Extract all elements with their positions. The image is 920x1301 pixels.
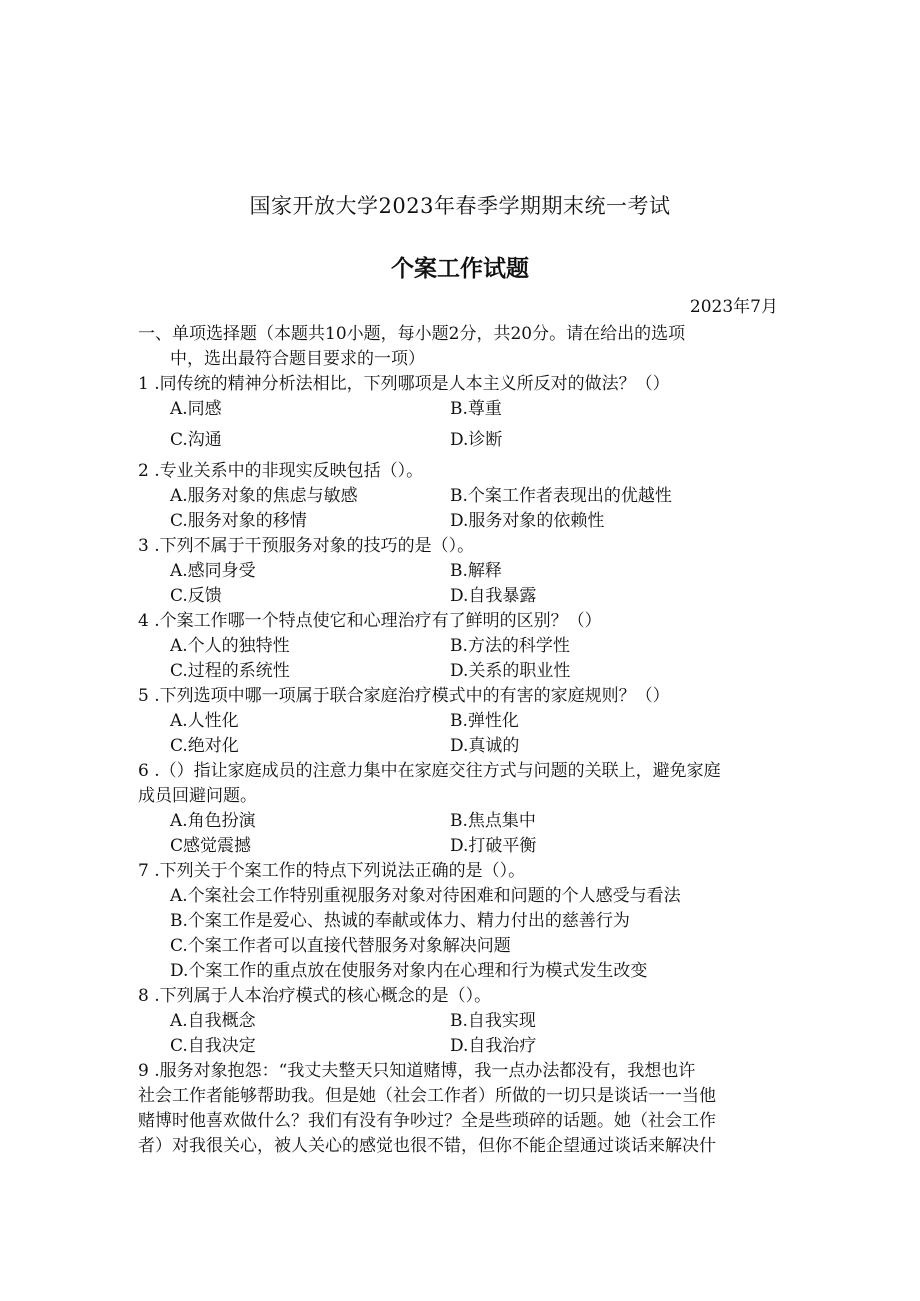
option-row xyxy=(138,634,778,659)
option-row xyxy=(138,934,778,959)
option: A.同感 xyxy=(170,399,222,419)
option: B.个案工作是爱心、热诚的奉献或体力、精力付出的慈善行为 xyxy=(170,911,630,931)
option-row xyxy=(138,734,778,759)
option: D.关系的职业性 xyxy=(450,661,571,681)
question-stem: 1 .同传统的精神分析法相比，下列哪项是人本主义所反对的做法？（） xyxy=(138,374,670,394)
question-stem-continued: 赌博时他喜欢做什么？我们有没有争吵过？全是些琐碎的话题。她（社会工作 xyxy=(138,1111,716,1131)
question-section xyxy=(138,322,778,1159)
option-row xyxy=(138,959,778,984)
option-row xyxy=(138,709,778,734)
question-stem: 2 .专业关系中的非现实反映包括（）。 xyxy=(138,461,424,481)
option-row xyxy=(138,559,778,584)
option: D.个案工作的重点放在使服务对象内在心理和行为模式发生改变 xyxy=(170,961,648,981)
option-row xyxy=(138,484,778,509)
option: B.解释 xyxy=(450,561,502,581)
question-stem: 3 .下列不属于干预服务对象的技巧的是（）。 xyxy=(138,536,475,556)
option: A.角色扮演 xyxy=(170,811,256,831)
option: D.诊断 xyxy=(450,430,503,450)
option: B.方法的科学性 xyxy=(450,636,570,656)
option: D.自我暴露 xyxy=(450,586,537,606)
option: C.个案工作者可以直接代替服务对象解决问题 xyxy=(170,936,511,956)
option: A.个案社会工作特别重视服务对象对待困难和问题的个人感受与看法 xyxy=(170,886,681,906)
question-stem: 5 .下列选项中哪一项属于联合家庭治疗模式中的有害的家庭规则？（） xyxy=(138,686,670,706)
option: A.人性化 xyxy=(170,711,239,731)
question-stem: 7 .下列关于个案工作的特点下列说法正确的是（）。 xyxy=(138,861,526,881)
option: C.沟通 xyxy=(170,430,222,450)
option-row xyxy=(138,509,778,534)
option: D.自我治疗 xyxy=(450,1036,537,1056)
option-row xyxy=(138,1034,778,1059)
option-row xyxy=(138,884,778,909)
exam-title: 国家开放大学2023年春季学期期末统一考试 xyxy=(249,194,671,218)
option: B.个案工作者表现出的优越性 xyxy=(450,486,672,506)
option: A.自我概念 xyxy=(170,1011,256,1031)
option: B.弹性化 xyxy=(450,711,519,731)
section-title-line2: 中，选出最符合题目要求的一项） xyxy=(170,349,425,369)
question-stem-continued: 者）对我很关心，被人关心的感觉也很不错，但你不能企望通过谈话来解决什 xyxy=(138,1136,716,1156)
option: D.服务对象的依赖性 xyxy=(450,511,605,531)
option: D.打破平衡 xyxy=(450,836,537,856)
option-row xyxy=(138,659,778,684)
question-stem: 4 .个案工作哪一个特点使它和心理治疗有了鲜明的区别？（） xyxy=(138,611,602,631)
option: B.自我实现 xyxy=(450,1011,536,1031)
option-row xyxy=(138,909,778,934)
option: C.反馈 xyxy=(170,586,222,606)
question-stem: 9 .服务对象抱怨：“我丈夫整天只知道赌博，我一点办法都没有，我想也许 xyxy=(138,1061,696,1081)
option-row xyxy=(138,584,778,609)
option: D.真诚的 xyxy=(450,736,520,756)
option: C.服务对象的移情 xyxy=(170,511,307,531)
question-stem: 6 .（）指让家庭成员的注意力集中在家庭交往方式与问题的关联上，避免家庭 xyxy=(138,761,721,781)
option-row xyxy=(138,1009,778,1034)
option: B.尊重 xyxy=(450,399,502,419)
option-row xyxy=(138,428,778,453)
option: C.自我决定 xyxy=(170,1036,256,1056)
option: C.绝对化 xyxy=(170,736,239,756)
option: A.个人的独特性 xyxy=(170,636,290,656)
option-row xyxy=(138,397,778,422)
section-title-line1: 一、单项选择题（本题共10小题，每小题2分，共20分。请在给出的选项 xyxy=(138,324,686,344)
option-row xyxy=(138,809,778,834)
option: C.过程的系统性 xyxy=(170,661,290,681)
option: A.感同身受 xyxy=(170,561,256,581)
exam-date: 2023年7月 xyxy=(689,297,778,317)
option: A.服务对象的焦虑与敏感 xyxy=(170,486,358,506)
option: B.焦点集中 xyxy=(450,811,536,831)
question-stem-continued: 社会工作者能够帮助我。但是她（社会工作者）所做的一切只是谈话一一当他 xyxy=(138,1086,716,1106)
question-stem: 8 .下列属于人本治疗模式的核心概念的是（）。 xyxy=(138,986,492,1006)
option-row xyxy=(138,834,778,859)
option: C感觉震撼 xyxy=(170,836,252,856)
subject-title: 个案工作试题 xyxy=(391,256,529,282)
question-stem-continued: 成员回避问题。 xyxy=(138,786,257,806)
